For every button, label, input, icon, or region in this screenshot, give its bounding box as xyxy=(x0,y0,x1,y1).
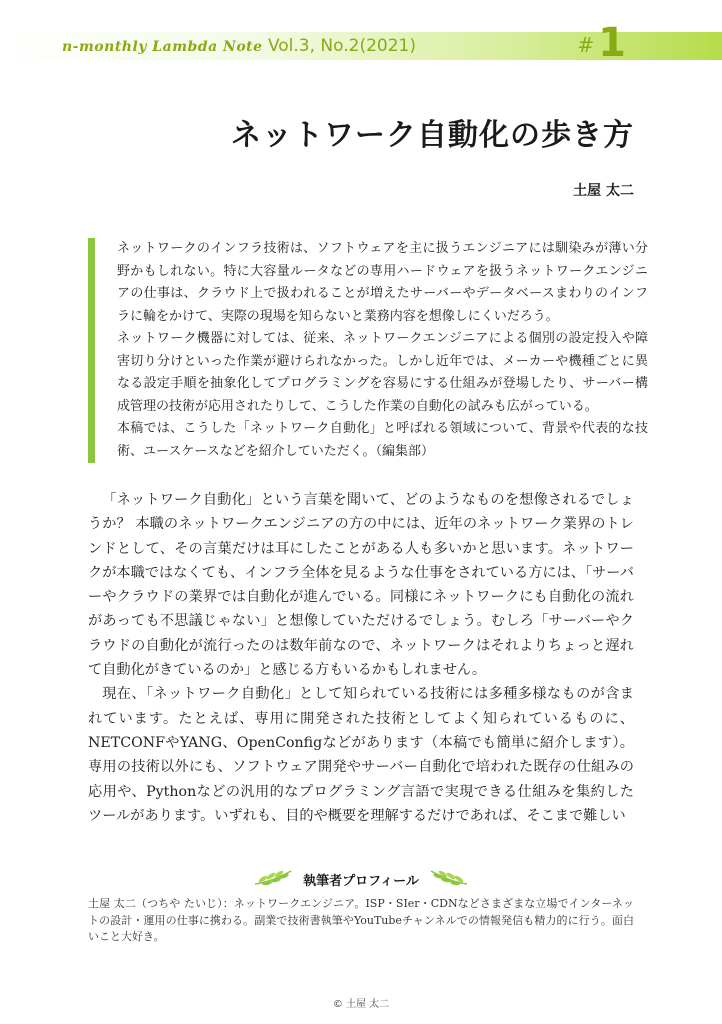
article-author: 土屋 太二 xyxy=(573,183,634,199)
profile-heading: 執筆者プロフィール xyxy=(303,874,419,889)
issue-number xyxy=(577,20,626,66)
article-body xyxy=(88,488,634,828)
author-profile xyxy=(88,868,634,946)
profile-header xyxy=(88,868,634,892)
journal-name: n-monthly Lambda Note xyxy=(62,39,263,55)
abstract-paragraph: 本稿では、こうした「ネットワーク自動化」と呼ばれる領域について、背景や代表的な技術、ユースケースなどを紹介していただく。（編集部） xyxy=(117,421,648,459)
copyright-footer: © 土屋 太二 xyxy=(332,999,390,1010)
profile-text: 土屋 太二（つちや たいじ）：ネットワークエンジニア。ISP・SIer・CDNなどさまざまな立場でインターネットの設計・運用の仕事に携わる。副業で技術書執筆やYouTubeチャンネルでの情報発信も精力的に行う。面白いこと大好き。 xyxy=(88,897,634,943)
body-paragraph: 現在、「ネットワーク自動化」として知られている技術には多種多様なものが含まれています。たとえば、専用に開発された技術としてよく知られているものに、NETCONFやYANG、OpenConfigなどがあります（本稿でも簡単に紹介します）。専用の技術以外にも、ソフトウェア開発やサーバー自動化で培われた既存の仕組みの応用や、Pythonなどの汎用的なプログラミング言語で実現できる仕組みを集約したツールがあります。いずれも、目的や概要を理解するだけであれば、そこまで難しい xyxy=(88,686,634,824)
issue-hash: # xyxy=(577,33,595,57)
article-title: ネットワーク自動化の歩き方 xyxy=(231,118,634,153)
issue-number-value: 1 xyxy=(598,20,626,66)
journal-header xyxy=(62,35,416,58)
abstract-paragraph: ネットワークのインフラ技術は、ソフトウェアを主に扱うエンジニアには馴染みが薄い分野かもしれない。特に大容量ルータなどの専用ハードウェアを扱うネットワークエンジニアの仕事は、クラウド上で扱われることが増えたサーバーやデータベースまわりのインフラに輪をかけて、実際の現場を知らないと業務内容を想像しにくいだろう。 xyxy=(117,241,648,324)
abstract-paragraph: ネットワーク機器に対しては、従来、ネットワークエンジニアによる個別の設定投入や障害切り分けといった作業が避けられなかった。しかし近年では、メーカーや機種ごとに異なる設定手順を抽象化してプログラミングを容易にする仕組みが登場したり、サーバー構成管理の技術が応用されたりして、こうした作業の自動化の試みも広がっている。 xyxy=(117,331,648,414)
body-paragraph: 「ネットワーク自動化」という言葉を聞いて、どのようなものを想像されるでしょうか？ 本職のネットワークエンジニアの方の中には、近年のネットワーク業界のトレンドとして、その言葉だけは耳にしたことがある人も多いかと思います。ネットワークが本職ではなくても、インフラ全体を見るような仕事をされている方には、「サーバーやクラウドの業界では自動化が進んでいる。同様にネットワークにも自動化の流れがあっても不思議じゃない」と想像していただけるでしょう。むしろ「サーバーやクラウドの自動化が流行ったのは数年前なので、ネットワークはそれよりちょっと遅れて自動化がきているのか」と感じる方もいるかもしれません。 xyxy=(88,492,634,679)
abstract-box xyxy=(88,238,648,463)
leaf-right-icon xyxy=(429,868,469,895)
leaf-left-icon xyxy=(253,868,293,895)
journal-volume: Vol.3, No.2(2021) xyxy=(267,36,416,56)
